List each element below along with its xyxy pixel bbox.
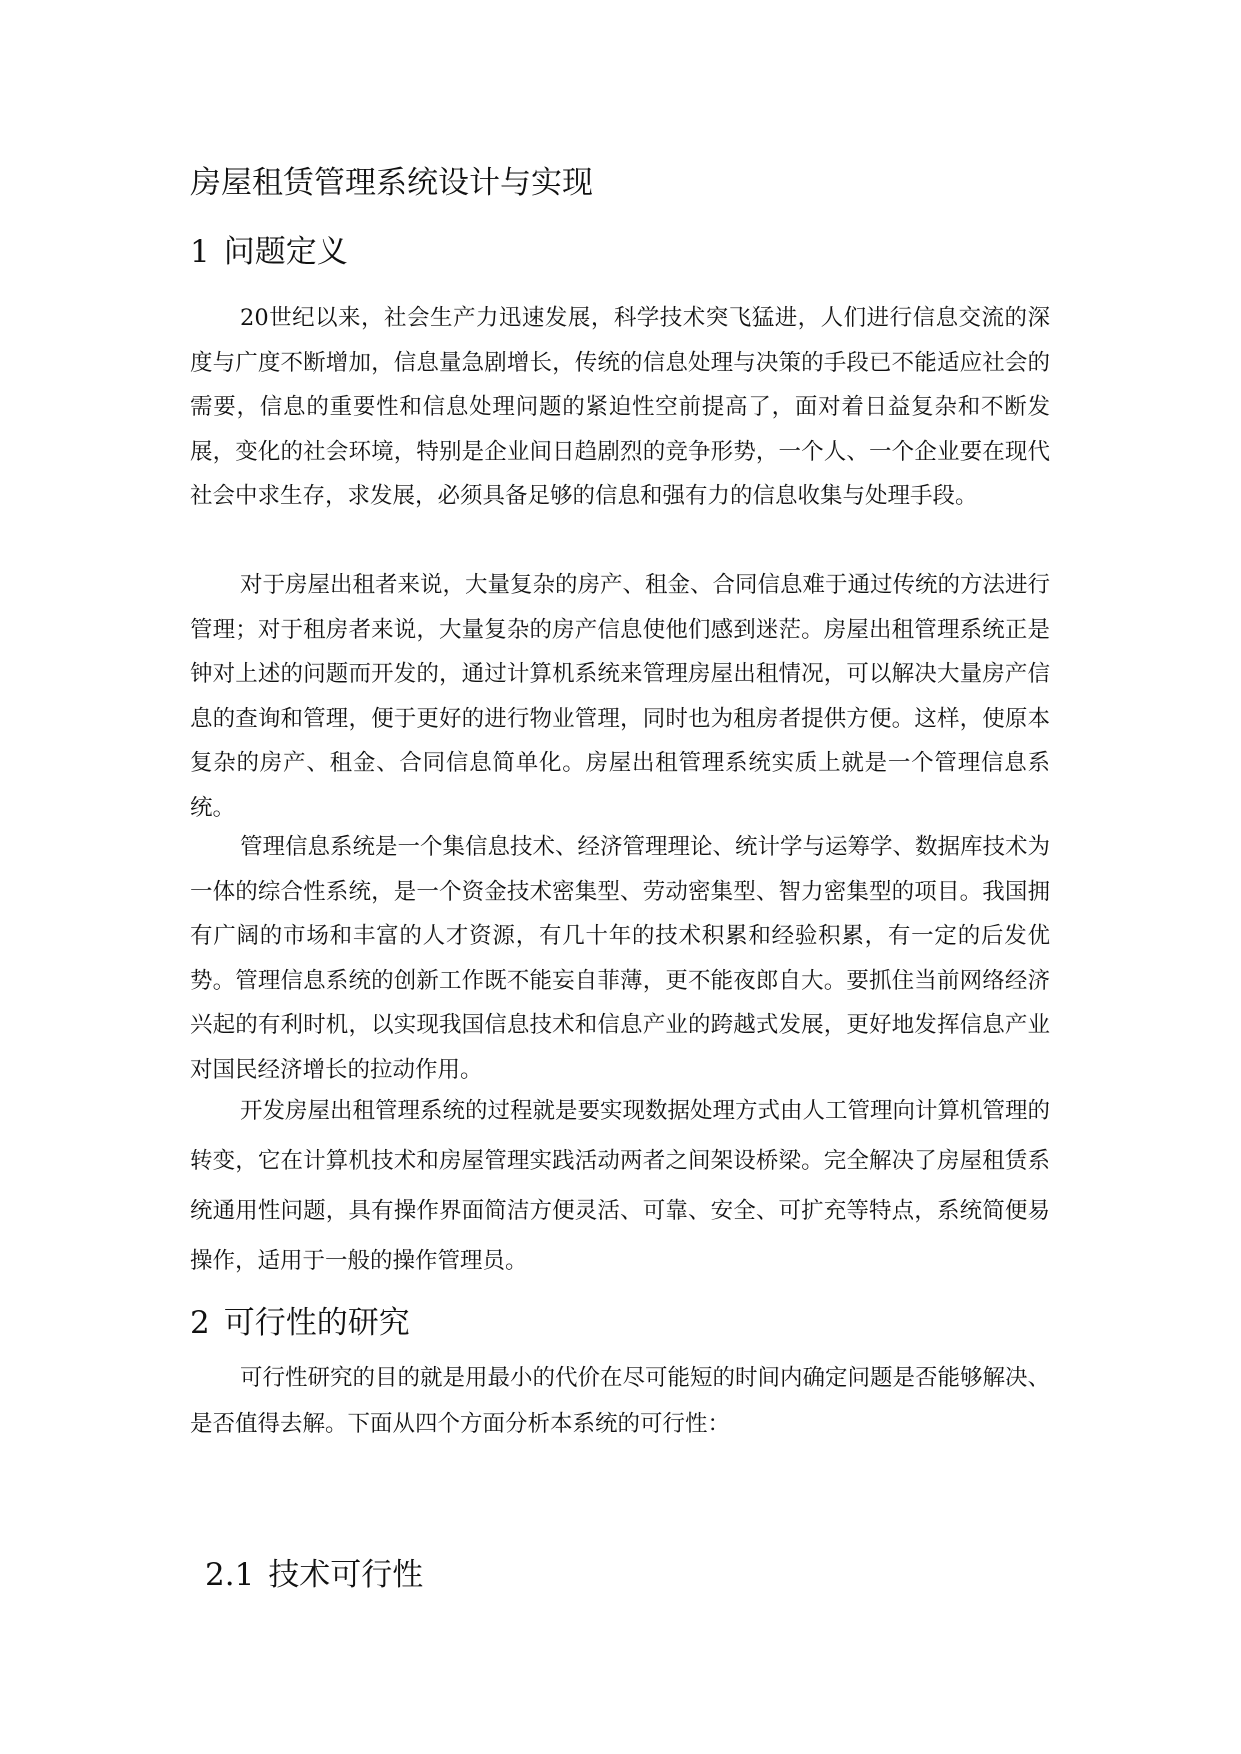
- paragraph: 可行性研究的目的就是用最小的代价在尽可能短的时间内确定问题是否能够解决、是否值得去解。下面从四个方面分析本系统的可行性：: [190, 1365, 1051, 1437]
- section-number: 1: [190, 234, 210, 270]
- paragraph: 开发房屋出租管理系统的过程就是要实现数据处理方式由人工管理向计算机管理的转变，它在计算机技术和房屋管理实践活动两者之间架设桥梁。完全解决了房屋租赁系统通用性问题，具有操作界面简洁方便灵活、可靠、安全、可扩充等特点，系统简便易操作，适用于一般的操作管理员。: [190, 1098, 1051, 1274]
- section-heading-2: [190, 1303, 410, 1343]
- paragraph: 管理信息系统是一个集信息技术、经济管理理论、统计学与运筹学、数据库技术为一体的综合性系统，是一个资金技术密集型、劳动密集型、智力密集型的项目。我国拥有广阔的市场和丰富的人才资源，有几十年的技术积累和经验积累，有一定的后发优势。管理信息系统的创新工作既不能妄自菲薄，更不能夜郎自大。要抓住当前网络经济兴起的有利时机，以实现我国信息技术和信息产业的跨越式发展，更好地发挥信息产业对国民经济增长的拉动作用。: [190, 834, 1051, 1083]
- section-number: 2.1: [205, 1557, 255, 1593]
- document-title: 房屋租赁管理系统设计与实现: [190, 165, 593, 201]
- section-heading-2-1: [205, 1555, 423, 1595]
- section-title: 技术可行性: [268, 1557, 424, 1593]
- section-number: 2: [190, 1305, 210, 1341]
- section-heading-1: [190, 232, 348, 272]
- paragraph: 对于房屋出租者来说，大量复杂的房产、租金、合同信息难于通过传统的方法进行管理；对于租房者来说，大量复杂的房产信息使他们感到迷茫。房屋出租管理系统正是钟对上述的问题而开发的，通过计算机系统来管理房屋出租情况，可以解决大量房产信息的查询和管理，便于更好的进行物业管理，同时也为租房者提供方便。这样，使原本复杂的房产、租金、合同信息简单化。房屋出租管理系统实质上就是一个管理信息系统。: [190, 572, 1051, 821]
- section-title: 可行性的研究: [223, 1305, 410, 1341]
- section-title: 问题定义: [223, 234, 348, 270]
- paragraph: 20世纪以来，社会生产力迅速发展，科学技术突飞猛进，人们进行信息交流的深度与广度不断增加，信息量急剧增长，传统的信息处理与决策的手段已不能适应社会的需要，信息的重要性和信息处理问题的紧迫性空前提高了，面对着日益复杂和不断发展，变化的社会环境，特别是企业间日趋剧烈的竞争形势，一个人、一个企业要在现代社会中求生存，求发展，必须具备足够的信息和强有力的信息收集与处理手段。: [190, 305, 1050, 509]
